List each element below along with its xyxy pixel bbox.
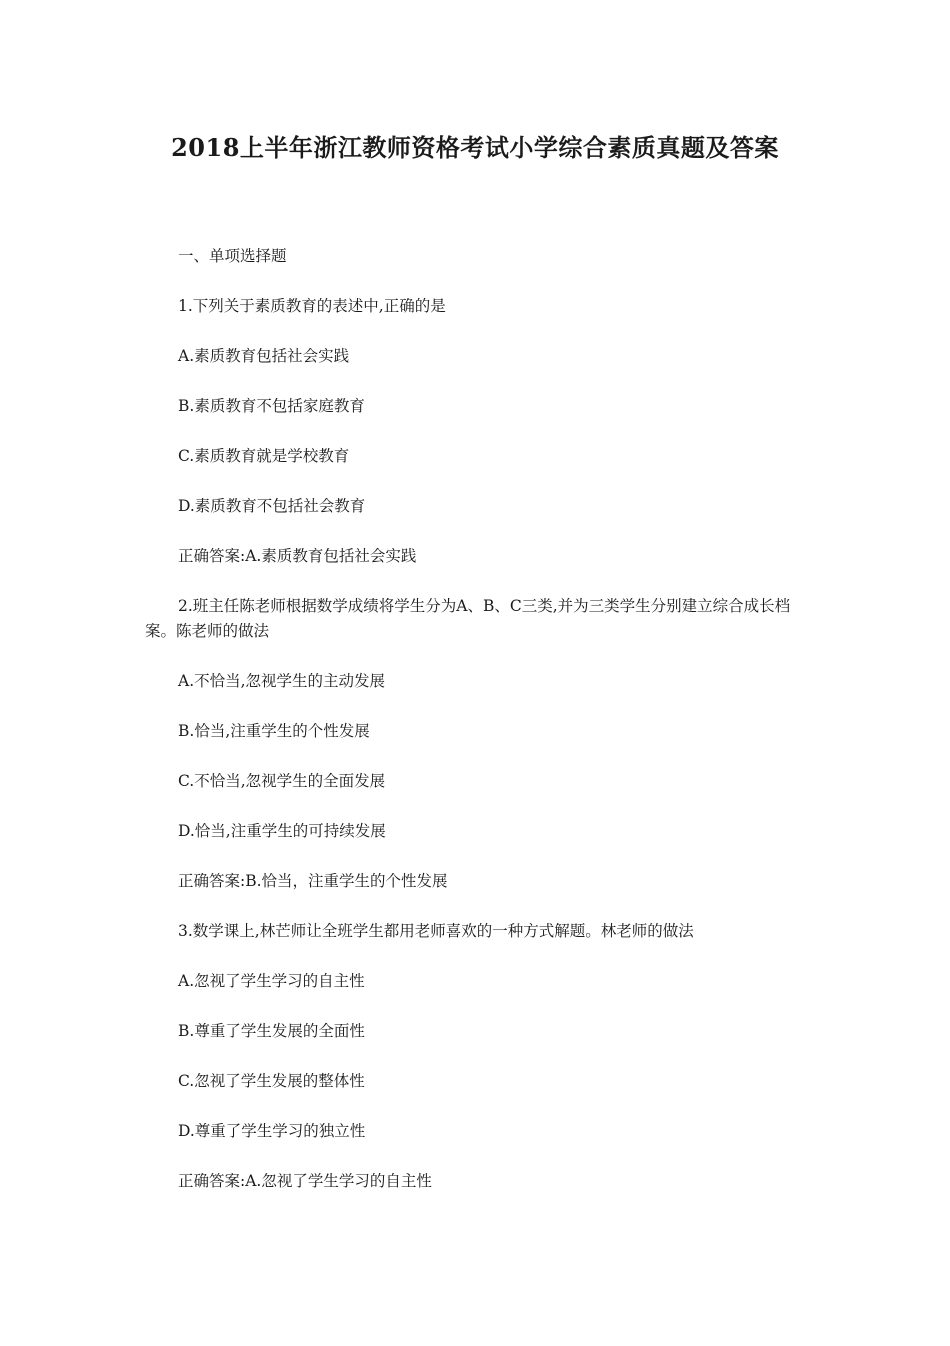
question-answer: 正确答案:A.素质教育包括社会实践 <box>178 547 417 565</box>
question-option: A.忽视了学生学习的自主性 <box>178 972 365 990</box>
question-answer: 正确答案:A.忽视了学生学习的自主性 <box>178 1172 432 1190</box>
question-option: A.素质教育包括社会实践 <box>178 347 350 365</box>
question-option: B.素质教育不包括家庭教育 <box>178 397 365 415</box>
question-option: C.素质教育就是学校教育 <box>178 447 350 465</box>
question-stem: 1.下列关于素质教育的表述中,正确的是 <box>178 297 446 315</box>
question-answer: 正确答案:B.恰当，注重学生的个性发展 <box>178 872 448 890</box>
question-option: C.不恰当,忽视学生的全面发展 <box>178 772 386 790</box>
document-title: 2018上半年浙江教师资格考试小学综合素质真题及答案 <box>171 133 779 162</box>
question-option: A.不恰当,忽视学生的主动发展 <box>178 672 386 690</box>
question-option: D.尊重了学生学习的独立性 <box>178 1122 366 1140</box>
question-option: C.忽视了学生发展的整体性 <box>178 1072 365 1090</box>
question-option: D.恰当,注重学生的可持续发展 <box>178 822 386 840</box>
question-stem: 2.班主任陈老师根据数学成绩将学生分为A、B、C三类,并为三类学生分别建立综合成长档案。陈老师的做法 <box>145 597 791 640</box>
question-option: D.素质教育不包括社会教育 <box>178 497 366 515</box>
document-body <box>145 244 815 1219</box>
section-heading: 一、单项选择题 <box>178 247 287 265</box>
question-option: B.尊重了学生发展的全面性 <box>178 1022 365 1040</box>
question-option: B.恰当,注重学生的个性发展 <box>178 722 370 740</box>
question-stem: 3.数学课上,林芒师让全班学生都用老师喜欢的一种方式解题。林老师的做法 <box>178 922 694 940</box>
